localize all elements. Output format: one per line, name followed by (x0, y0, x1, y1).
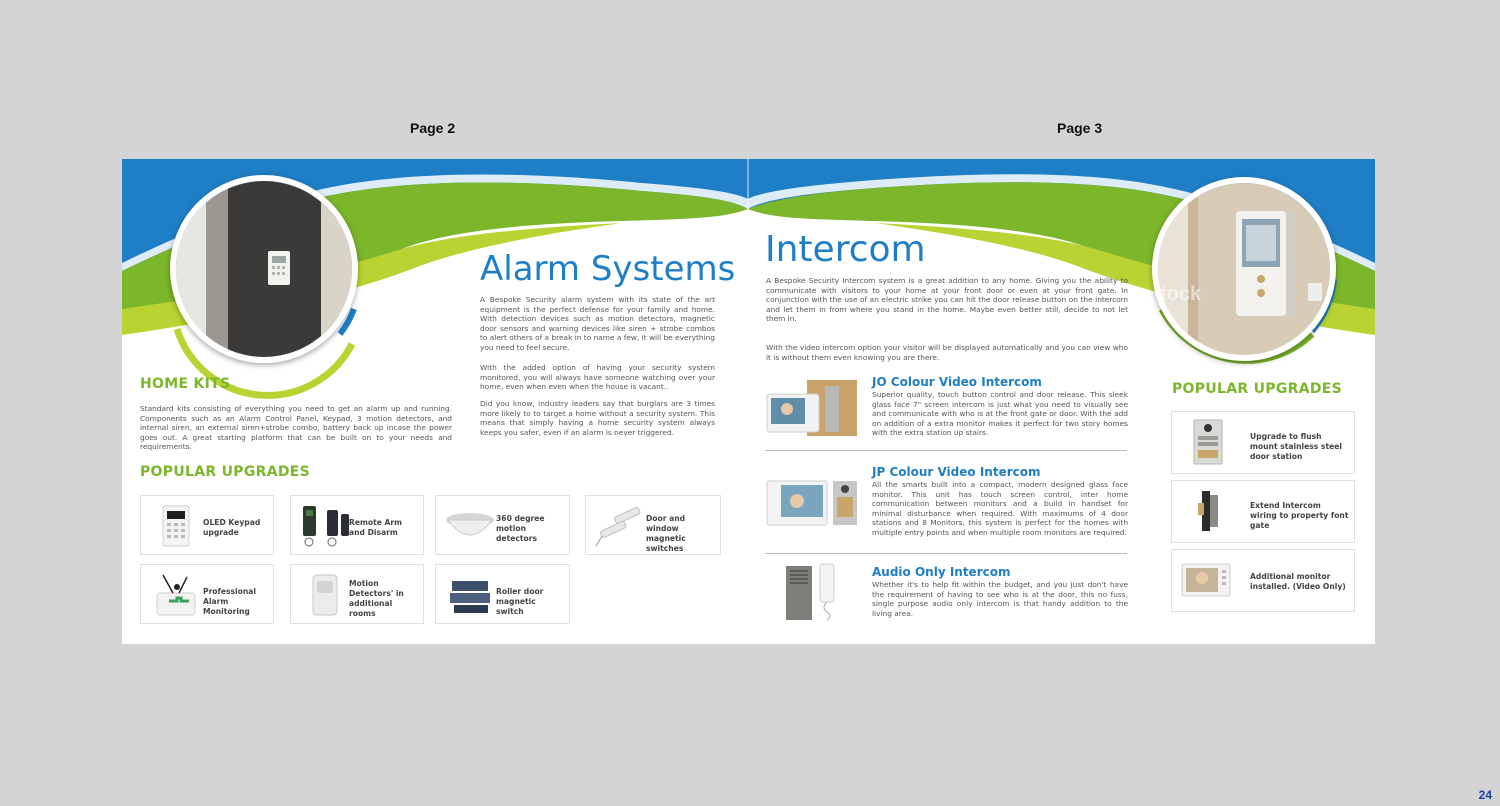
divider (765, 553, 1127, 554)
jp-intercom-title: JP Colour Video Intercom (872, 465, 1041, 479)
watermark-text: tock (1160, 283, 1202, 305)
jo-intercom-text: Superior quality, touch button control and door release. This sleek glass face 7" screen intercom is just what you need to visually see and communicate with who is at the front gate or door. With the add on addition of a extra monitor makes it perfect for two story homes with the extra station up stairs. (872, 390, 1128, 438)
jo-intercom-image (765, 378, 861, 438)
audio-intercom-title: Audio Only Intercom (872, 565, 1011, 579)
upgrade-card-oled-keypad[interactable] (140, 495, 274, 555)
alarm-paragraph-3: Did you know, industry leaders say that burglars are 3 times more likely to to target a home without a security system. This means that simply having a home security system always keeps you safer, even if an alarm is never triggered. (480, 399, 715, 437)
home-kits-heading: HOME KITS (140, 376, 231, 392)
upgrade-label: Motion Detectors' in additional rooms (349, 579, 404, 618)
dome-detector-icon (444, 502, 496, 550)
upgrade-card-monitoring[interactable] (140, 564, 274, 624)
roller-switch-icon (444, 571, 496, 619)
upgrade-card-roller-switch[interactable] (435, 564, 570, 624)
jo-intercom-title: JO Colour Video Intercom (872, 375, 1042, 389)
magnetic-switch-icon (594, 502, 646, 550)
upgrade-label: Door and window magnetic switches (646, 514, 686, 553)
page-number: 24 (1478, 788, 1492, 802)
audio-intercom-image (782, 562, 846, 622)
monitoring-unit-icon (149, 571, 201, 619)
video-monitor-icon (1180, 556, 1232, 604)
upgrade-label: Extend Intercom wiring to property font gate (1250, 501, 1349, 530)
intercom-monitor-photo (1152, 177, 1336, 361)
divider (765, 450, 1127, 451)
door-station-icon (1180, 418, 1232, 466)
page-2-label: Page 2 (410, 120, 456, 136)
upgrade-label: Remote Arm and Disarm (349, 518, 403, 537)
keypad-icon (149, 502, 201, 550)
upgrade-card-gate-wiring[interactable] (1171, 480, 1355, 543)
upgrade-label: Roller door magnetic switch (496, 587, 544, 616)
alarm-systems-title: Alarm Systems (480, 249, 736, 289)
intercom-title: Intercom (765, 229, 926, 270)
intercom-paragraph-2: With the video intercom option your visitor will be displayed automatically and you can view who it is without them even knowing you are there. (766, 343, 1128, 362)
upgrade-label: Professional Alarm Monitoring (203, 587, 256, 616)
motion-detector-icon (299, 571, 351, 619)
page-3-label: Page 3 (1057, 120, 1103, 136)
electric-strike-icon (1180, 487, 1232, 535)
right-popular-upgrades-heading: POPULAR UPGRADES (1172, 381, 1343, 397)
audio-intercom-text: Whether it's to help fit within the budget, and you just don't have the requirement of having to see who is at the door, this no fuss, single purpose audio only intercom is that handy addition to the living area. (872, 580, 1128, 618)
alarm-keypad-photo (170, 175, 358, 363)
upgrade-label: Upgrade to flush mount stainless steel door station (1250, 432, 1342, 461)
brochure-spread (122, 159, 1375, 644)
upgrade-label: 360 degree motion detectors (496, 514, 545, 543)
upgrade-card-magnetic-switch[interactable] (585, 495, 721, 555)
left-popular-upgrades-heading: POPULAR UPGRADES (140, 464, 311, 480)
alarm-paragraph-1: A Bespoke Security alarm system with its state of the art equipment is the perfect defense for your family and home. With detection devices such as motion detectors, magnetic door sensors and warning devices like siren + strobe combos to alert others of a break in to name a few, it will be everything you need to feel secure. (480, 295, 715, 352)
intercom-paragraph-1: A Bespoke Security Intercom system is a great addition to any home. Giving you the ability to communicate with visitors to your home at your front door or even at your front gate. In conjunction with the use of an electric strike you can hit the door release button on the intercom and let them in from where you stand in the home. Maybe even better still, decide to not let them in. (766, 276, 1128, 324)
upgrade-card-remote[interactable] (290, 495, 424, 555)
upgrade-label: Additional monitor installed. (Video Only) (1250, 572, 1346, 591)
upgrade-card-360-detector[interactable] (435, 495, 570, 555)
jp-intercom-image (765, 479, 861, 527)
remote-icon (299, 502, 351, 550)
upgrade-card-door-station[interactable] (1171, 411, 1355, 474)
upgrade-label: OLED Keypad upgrade (203, 518, 261, 537)
alarm-paragraph-2: With the added option of having your security system monitored, you will always have someone watching over your home, even when even when the house is vacant.. (480, 363, 715, 392)
upgrade-card-motion-detectors[interactable] (290, 564, 424, 624)
jp-intercom-text: All the smarts built into a compact, modern designed glass face monitor. This unit has touch screen control, inter home communication between monitors and a build in handset for minimal disturbance when required. With maximums of 4 door stations and 8 Monitors, this system is perfect for the homes with multiple entry points and when multiple room monitors are required. (872, 480, 1128, 537)
home-kits-text: Standard kits consisting of everything you need to get an alarm up and running. Components such as an Alarm Control Panel, Keypad, 3 motion detectors, and internal siren, an external siren+strobe combo, battery back up incase the power goes out. A great starting platform that can be built on to your needs and requirements. (140, 404, 452, 452)
upgrade-card-additional-monitor[interactable] (1171, 549, 1355, 612)
